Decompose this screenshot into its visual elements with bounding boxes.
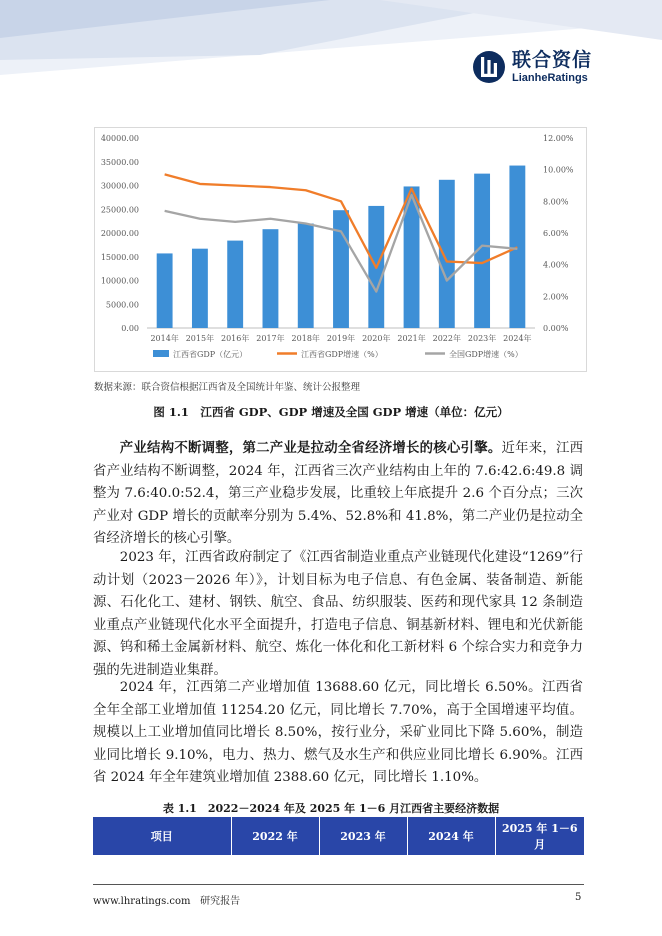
gdp-bar bbox=[439, 180, 455, 328]
brand-logo bbox=[472, 50, 592, 84]
brand-name-cn: 联合资信 bbox=[512, 48, 593, 71]
x-axis-tick-label: 2020年 bbox=[362, 334, 391, 343]
source-note: 数据来源：联合资信根据江西省及全国统计年鉴、统计公报整理 bbox=[94, 382, 361, 393]
legend-label: 江西省GDP（亿元） bbox=[173, 350, 248, 359]
right-axis-tick-label: 0.00% bbox=[543, 324, 569, 333]
left-axis-tick-label: 35000.00 bbox=[100, 157, 139, 167]
paragraph-1 bbox=[93, 437, 583, 551]
right-axis-tick-label: 6.00% bbox=[543, 229, 569, 238]
right-axis-tick-label: 8.00% bbox=[543, 197, 569, 207]
table-caption: 表 1.1 2022－2024 年及 2025 年 1－6 月江西省主要经济数据 bbox=[162, 802, 500, 815]
left-axis-tick-label: 0.00 bbox=[121, 324, 139, 333]
table-header-item: 项目 bbox=[93, 817, 231, 855]
x-axis-tick-label: 2018年 bbox=[291, 334, 320, 343]
x-axis-tick-label: 2023年 bbox=[467, 334, 497, 343]
x-axis-tick-label: 2017年 bbox=[256, 334, 285, 343]
figure-caption: 图 1.1 江西省 GDP、GDP 增速及全国 GDP 增速（单位：亿元） bbox=[153, 405, 509, 419]
table-header-2024: 2024 年 bbox=[407, 817, 495, 855]
right-axis-tick-label: 10.00% bbox=[543, 165, 574, 175]
right-axis-tick-label: 2.00% bbox=[543, 292, 569, 302]
legend-label: 全国GDP增速（%） bbox=[449, 350, 523, 359]
gdp-bar bbox=[509, 166, 525, 328]
legend-label: 江西省GDP增速（%） bbox=[301, 350, 383, 359]
table-header-2022: 2022 年 bbox=[231, 817, 319, 855]
page-number: 5 bbox=[575, 892, 582, 903]
gdp-bar bbox=[192, 249, 208, 328]
x-axis-tick-label: 2022年 bbox=[432, 334, 461, 343]
table-header-row bbox=[93, 817, 584, 855]
footer-doc-type: 研究报告 bbox=[200, 896, 241, 907]
x-axis-tick-label: 2015年 bbox=[185, 334, 215, 343]
left-axis-tick-label: 5000.00 bbox=[105, 300, 139, 310]
left-axis-tick-label: 20000.00 bbox=[100, 229, 139, 238]
x-axis-tick-label: 2016年 bbox=[221, 334, 250, 343]
lianhe-logo-icon bbox=[472, 50, 506, 84]
x-axis-tick-label: 2019年 bbox=[326, 334, 356, 343]
paragraph-3: 2024 年，江西第二产业增加值 13688.60 亿元，同比增长 6.50%。江西省全年全部工业增加值 11254.20 亿元，同比增长 7.70%，高于全国增速平均值。规模以上工业增加值同比增长 8.50%，按行业分，采矿业同比下降 5.60%，制造业同比增长 9.10%，电力、热力、燃气及水生产和供应业同比增长 6.90%。江西省 2024 年全年建筑业增加值 2388.60 亿元，同比增长 1.10%。 bbox=[93, 680, 583, 786]
paragraph-1-lead: 产业结构不断调整，第二产业是拉动全省经济增长的核心引擎。 bbox=[119, 440, 502, 456]
paragraph-1-text: 近年来，江西省产业结构不断调整，2024 年，江西省三次产业结构由上年的 7.6:42.6:49.8 调整为 7.6:40.0:52.4，第三产业稳步发展，比重较上年底提升 2.6 个百分点；三次产业对 GDP 增长的贡献率分别为 5.4%、52.8%和 41.8%，第二产业仍是拉动全省经济增长的核心引擎。 bbox=[93, 441, 584, 547]
x-axis-tick-label: 2024年 bbox=[503, 334, 532, 343]
left-axis-tick-label: 30000.00 bbox=[100, 181, 139, 191]
footer-left bbox=[93, 892, 240, 907]
gdp-bar bbox=[227, 241, 243, 328]
brand-name-en: LianheRatings bbox=[512, 71, 588, 84]
gdp-chart bbox=[94, 127, 587, 372]
right-axis-tick-label: 4.00% bbox=[543, 260, 569, 270]
gdp-bar bbox=[333, 210, 349, 328]
x-axis-tick-label: 2021年 bbox=[397, 334, 426, 343]
table-header-2025h1: 2025 年 1－6 月 bbox=[495, 817, 584, 855]
left-axis-tick-label: 25000.00 bbox=[100, 205, 139, 215]
x-axis-tick-label: 2014年 bbox=[150, 334, 179, 343]
gdp-bar bbox=[263, 229, 279, 328]
left-axis-tick-label: 10000.00 bbox=[100, 276, 139, 286]
right-axis-tick-label: 12.00% bbox=[543, 134, 574, 143]
footer-rule bbox=[93, 884, 584, 885]
paragraph-2: 2023 年，江西省政府制定了《江西省制造业重点产业链现代化建设“1269”行动计划（2023－2026 年）》，计划目标为电子信息、有色金属、装备制造、新能源、石化化工、建材、钢铁、航空、食品、纺织服装、医药和现代家具 12 条制造业重点产业链现代化水平全面提升，打造电子信息、铜基新材料、锂电和光伏新能源、钨和稀土金属新材料、航空、炼化一体化和化工新材料 6 个综合实力和竞争力强的先进制造业集群。 bbox=[93, 550, 583, 678]
footer-website: www.lhratings.com bbox=[93, 896, 191, 907]
legend-swatch-bar bbox=[153, 350, 169, 357]
left-axis-tick-label: 40000.00 bbox=[100, 134, 139, 143]
gdp-bar bbox=[298, 224, 314, 329]
table-header-2023: 2023 年 bbox=[319, 817, 407, 855]
gdp-bar bbox=[157, 253, 173, 328]
left-axis-tick-label: 15000.00 bbox=[100, 252, 139, 262]
economic-data-table bbox=[93, 817, 584, 855]
